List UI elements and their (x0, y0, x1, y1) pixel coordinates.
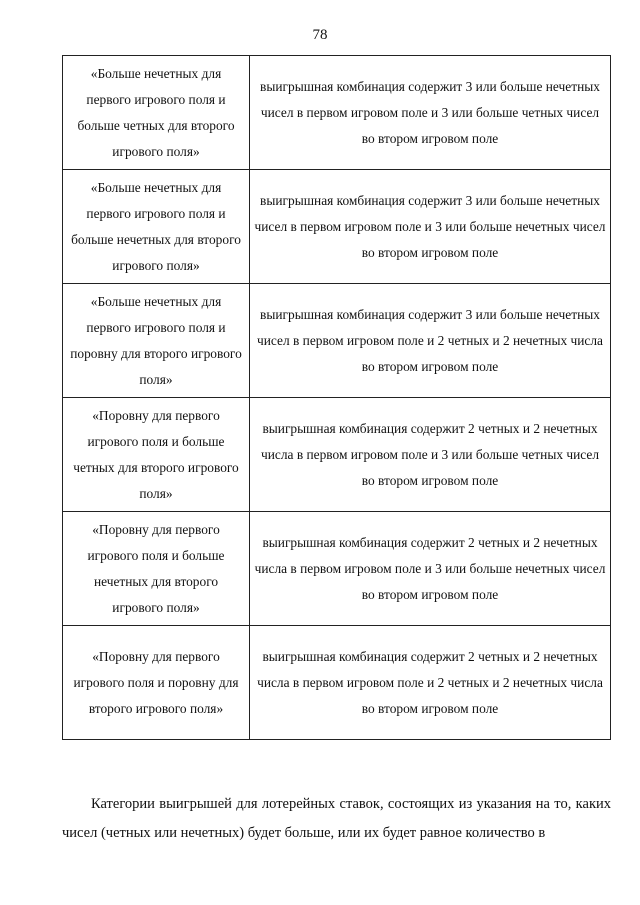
category-cell: «Больше нечетных для первого игрового поля и больше четных для второго игрового поля» (63, 56, 250, 170)
description-cell: выигрышная комбинация содержит 3 или больше нечетных чисел в первом игровом поле и 3 или больше четных чисел во втором игровом поле (250, 56, 611, 170)
category-cell: «Больше нечетных для первого игрового поля и поровну для второго игрового поля» (63, 284, 250, 398)
body-paragraph: Категории выигрышей для лотерейных ставок, состоящих из указания на то, каких чисел (четных или нечетных) будет больше, или их будет равное количество в (62, 795, 611, 841)
description-cell: выигрышная комбинация содержит 2 четных и 2 нечетных числа в первом игровом поле и 3 или больше четных чисел во втором игровом поле (250, 398, 611, 512)
table-row (63, 398, 611, 512)
description-cell: выигрышная комбинация содержит 2 четных и 2 нечетных числа в первом игровом поле и 3 или больше нечетных чисел во втором игровом поле (250, 512, 611, 626)
page-number: 78 (312, 27, 328, 43)
category-cell: «Поровну для первого игрового поля и больше четных для второго игрового поля» (63, 398, 250, 512)
description-cell: выигрышная комбинация содержит 2 четных и 2 нечетных числа в первом игровом поле и 2 четных и 2 нечетных числа во втором игровом поле (250, 626, 611, 740)
category-cell: «Поровну для первого игрового поля и поровну для второго игрового поля» (63, 626, 250, 740)
winning-categories-table (62, 55, 611, 740)
table-row (63, 170, 611, 284)
description-cell: выигрышная комбинация содержит 3 или больше нечетных чисел в первом игровом поле и 2 четных и 2 нечетных числа во втором игровом поле (250, 284, 611, 398)
description-cell: выигрышная комбинация содержит 3 или больше нечетных чисел в первом игровом поле и 3 или больше нечетных чисел во втором игровом поле (250, 170, 611, 284)
table-row (63, 626, 611, 740)
category-cell: «Больше нечетных для первого игрового поля и больше нечетных для второго игрового поля» (63, 170, 250, 284)
table-row (63, 512, 611, 626)
table-row (63, 56, 611, 170)
category-cell: «Поровну для первого игрового поля и больше нечетных для второго игрового поля» (63, 512, 250, 626)
table-row (63, 284, 611, 398)
